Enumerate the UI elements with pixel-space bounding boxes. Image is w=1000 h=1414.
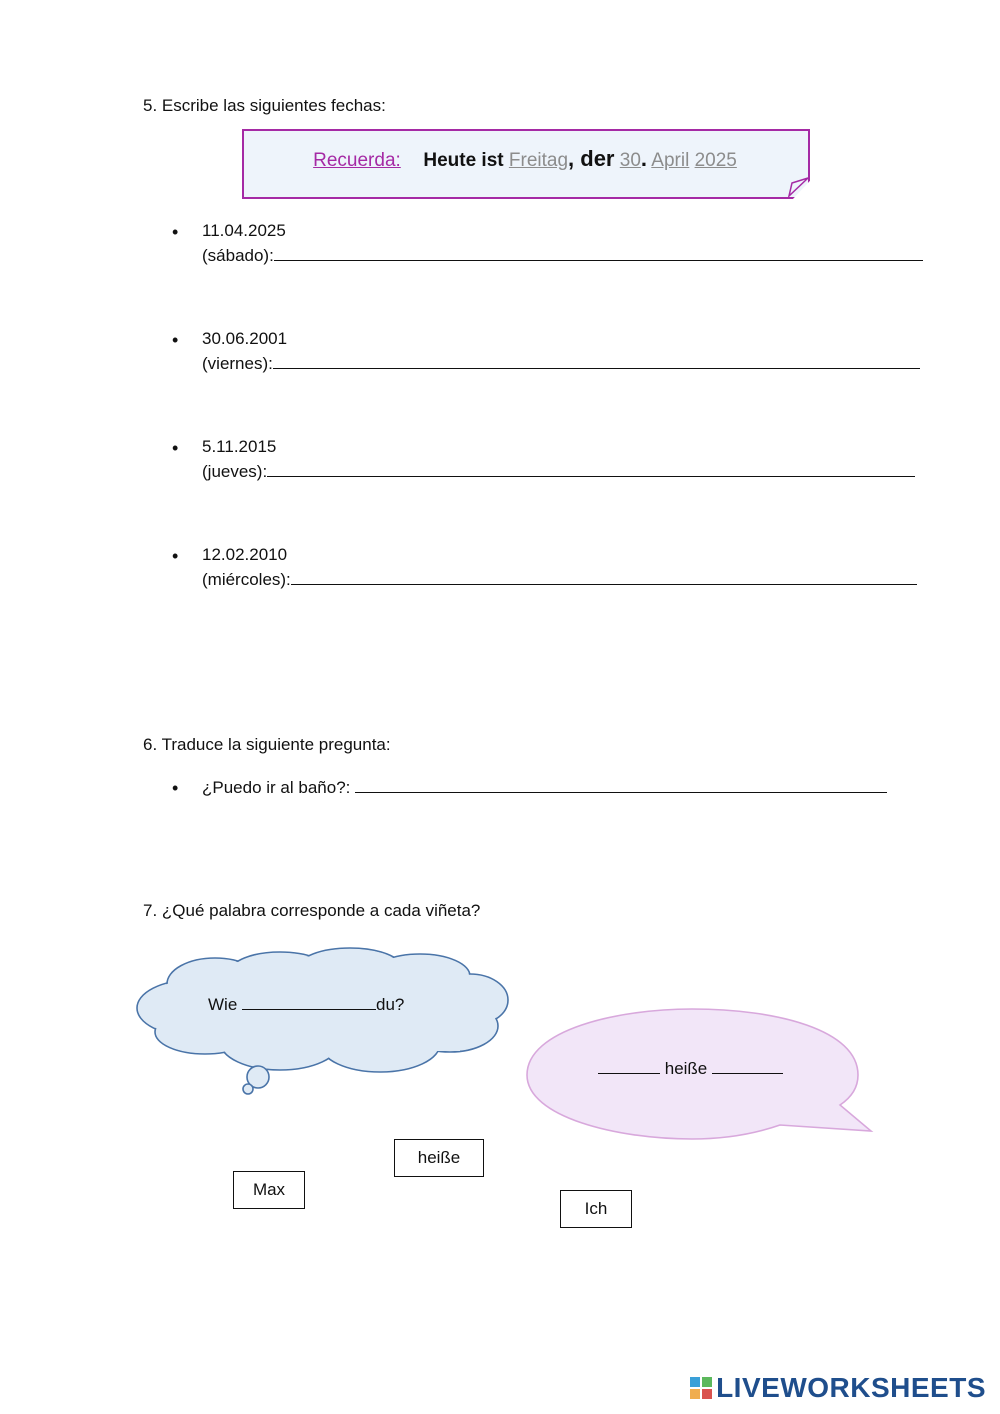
answer-blank-3[interactable] <box>267 459 915 477</box>
cloud-blank[interactable] <box>242 992 376 1010</box>
reminder-gap-month: April <box>651 150 690 171</box>
answer-blank-4[interactable] <box>291 567 917 585</box>
weekday-hint: (sábado): <box>202 246 274 265</box>
reminder-text <box>242 146 808 172</box>
date-value: 12.02.2010 <box>202 545 288 564</box>
liveworksheets-logo <box>690 1372 986 1404</box>
thought-cloud <box>130 946 515 1098</box>
reminder-label: Recuerda: <box>313 150 401 171</box>
reminder-gap-weekday: Freitag <box>508 150 569 171</box>
speech-blank-1[interactable] <box>598 1056 660 1074</box>
date-item-1 <box>202 219 923 268</box>
reminder-gap-day: 30 <box>619 150 641 171</box>
q6-title: 6. Traduce la siguiente pregunta: <box>143 735 391 754</box>
note-fold-icon <box>786 176 810 198</box>
reminder-phrase-3: . <box>640 146 648 171</box>
translate-question: ¿Puedo ir al baño?: <box>202 778 351 797</box>
logo-text: LIVEWORKSHEETS <box>716 1372 986 1403</box>
weekday-hint: (miércoles): <box>202 570 291 589</box>
logo-grid-icon <box>690 1377 712 1399</box>
date-value: 30.06.2001 <box>202 329 288 348</box>
word-box-max[interactable]: Max <box>233 1171 305 1209</box>
speech-blank-2[interactable] <box>712 1056 783 1074</box>
reminder-phrase-1: Heute ist <box>423 150 504 171</box>
speech-word-middle: heiße <box>664 1059 708 1078</box>
q7-title: 7. ¿Qué palabra corresponde a cada viñeta? <box>143 901 481 920</box>
speech-sentence <box>598 1056 783 1079</box>
translate-item <box>202 775 887 800</box>
translate-answer-blank[interactable] <box>355 775 887 793</box>
word-box-ich[interactable]: Ich <box>560 1190 632 1228</box>
date-value: 5.11.2015 <box>202 437 277 456</box>
reminder-gap-year: 2025 <box>694 150 737 171</box>
weekday-hint: (jueves): <box>202 462 268 481</box>
cloud-word-before: Wie <box>208 995 238 1014</box>
bullet: • <box>172 546 179 566</box>
reminder-phrase-2: , der <box>568 146 615 171</box>
bullet: • <box>172 222 179 242</box>
weekday-hint: (viernes): <box>202 354 273 373</box>
date-item-3 <box>202 435 915 484</box>
bullet: • <box>172 438 179 458</box>
answer-blank-2[interactable] <box>273 351 920 369</box>
cloud-word-after: du? <box>376 995 405 1014</box>
word-box-heisse[interactable]: heiße <box>394 1139 484 1177</box>
date-item-4 <box>202 543 917 592</box>
bullet: • <box>172 778 179 798</box>
cloud-sentence <box>208 992 404 1015</box>
date-item-2 <box>202 327 920 376</box>
bullet: • <box>172 330 179 350</box>
date-value: 11.04.2025 <box>202 221 286 240</box>
q5-title: 5. Escribe las siguientes fechas: <box>143 96 386 115</box>
answer-blank-1[interactable] <box>274 243 923 261</box>
